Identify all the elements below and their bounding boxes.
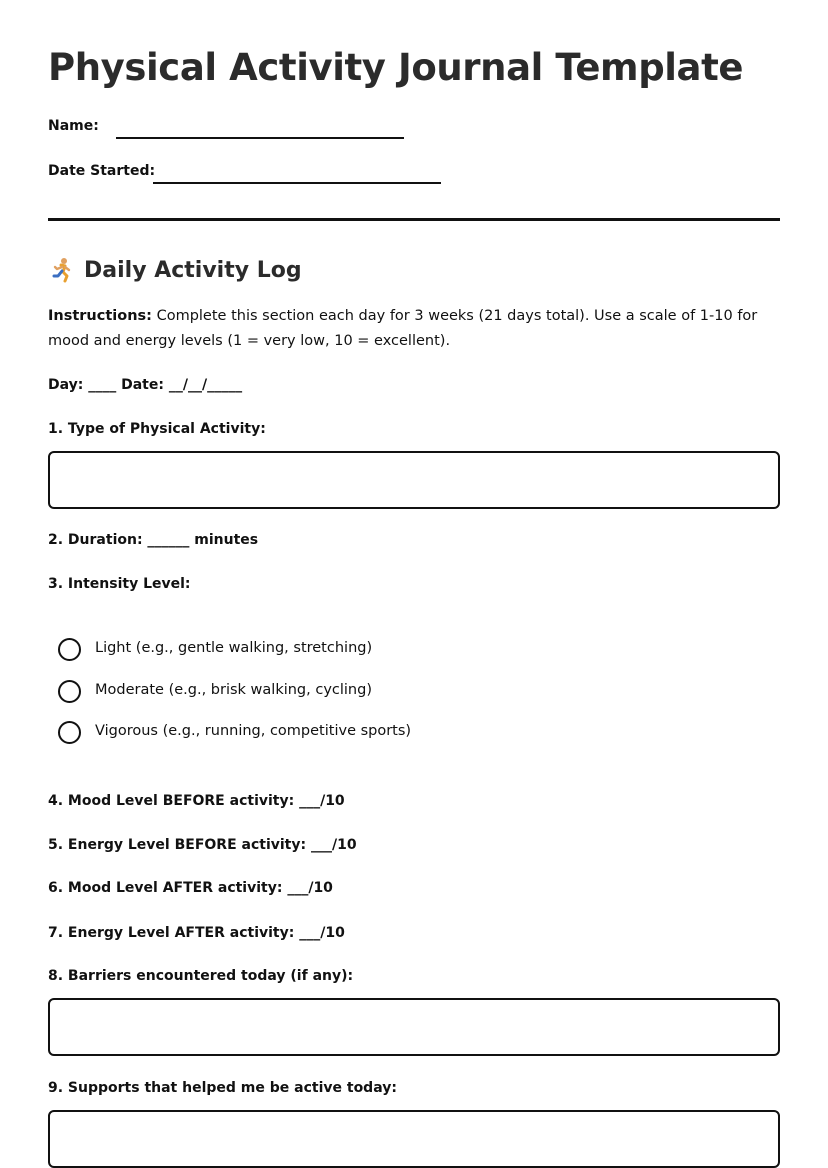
intensity-option-label: Light (e.g., gentle walking, stretching) [95, 640, 373, 656]
name-field[interactable] [116, 137, 404, 139]
instructions [48, 304, 780, 354]
intensity-option-label: Moderate (e.g., brisk walking, cycling) [95, 681, 372, 698]
intensity-option-label: Vigorous (e.g., running, competitive sports) [95, 723, 412, 739]
section-divider [48, 218, 780, 221]
section-heading-text: Daily Activity Log [84, 257, 302, 283]
radio-button[interactable] [58, 680, 81, 703]
date-started-field[interactable] [153, 182, 441, 184]
activity-type-label: 1. Type of Physical Activity: [48, 421, 266, 437]
name-field-label: Name: [48, 118, 99, 134]
section-heading [48, 256, 302, 284]
date-started-field-label: Date Started: [48, 163, 156, 179]
running-person-icon [48, 256, 76, 284]
barriers-input[interactable] [48, 998, 780, 1056]
energy-before-label: 5. Energy Level BEFORE activity: ___/10 [48, 837, 357, 853]
radio-button[interactable] [58, 721, 81, 744]
supports-input[interactable] [48, 1110, 780, 1168]
instructions-label: Instructions: [48, 308, 152, 324]
activity-type-input[interactable] [48, 451, 780, 509]
energy-after-label: 7. Energy Level AFTER activity: ___/10 [48, 925, 345, 941]
instructions-text: Complete this section each day for 3 weeks (21 days total). Use a scale of 1-10 for mood and energy levels (1 = very low, 10 = excellent). [48, 308, 758, 349]
supports-label: 9. Supports that helped me be active today: [48, 1080, 397, 1096]
barriers-label: 8. Barriers encountered today (if any): [48, 968, 354, 984]
intensity-options [58, 636, 411, 761]
mood-after-label: 6. Mood Level AFTER activity: ___/10 [48, 880, 333, 896]
intensity-option-vigorous[interactable] [58, 719, 411, 761]
day-date-line: Day: ____ Date: __/__/_____ [48, 377, 243, 393]
intensity-label: 3. Intensity Level: [48, 576, 191, 592]
duration-label: 2. Duration: ______ minutes [48, 532, 259, 548]
radio-button[interactable] [58, 638, 81, 661]
page-title: Physical Activity Journal Template [48, 46, 744, 89]
intensity-option-light[interactable] [58, 636, 411, 678]
mood-before-label: 4. Mood Level BEFORE activity: ___/10 [48, 793, 345, 809]
intensity-option-moderate[interactable] [58, 678, 411, 720]
